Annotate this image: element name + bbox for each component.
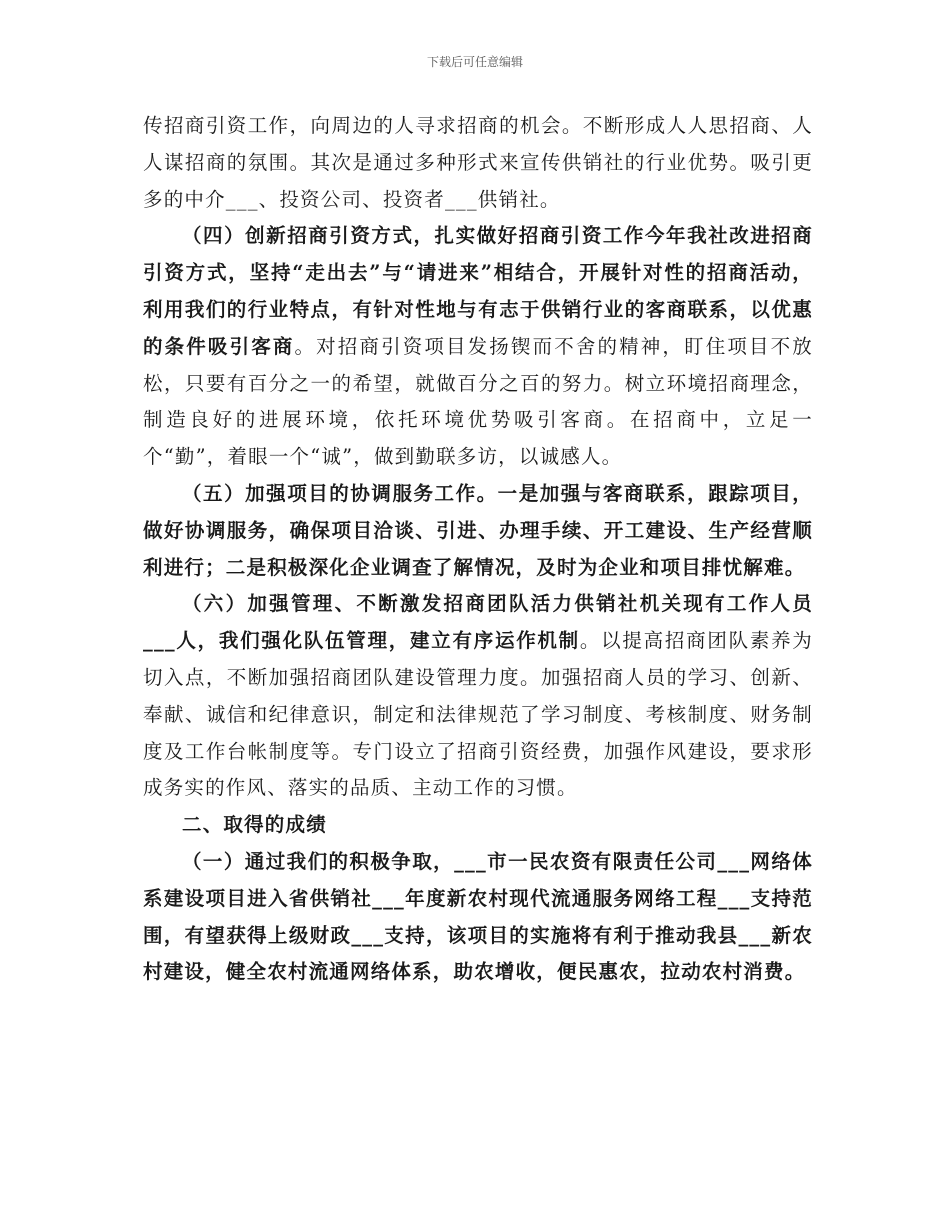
paragraph-5: （一）通过我们的积极争取，___市一民农资有限责任公司___网络体系建设项目进入省供销社___年度新农村现代流通服务网络工程___支持范围，有望获得上级财政___支持，该项目的实施将有利于推动我县___新农村建设，健全农村流通网络体系，助农增收，便民惠农，拉动农村消费。 — [143, 849, 813, 984]
paragraph-4: （六）加强管理、不断激发招商团队活力供销社机关现有工作人员___人，我们强化队伍管理，建立有序运作机制。以提高招商团队素养为切入点，不断加强招商团队建设管理力度。加强招商人员的学习、创新、奉献、诚信和纪律意识，制定和法律规范了学习制度、考核制度、财务制度及工作台帐制度等。专门设立了招商引资经费，加强作风建设，要求形成务实的作风、落实的品质、主动工作的习惯。 — [143, 592, 814, 800]
section-heading: 二、取得的成绩 — [182, 813, 327, 837]
paragraph-1: 传招商引资工作，向周边的人寻求招商的机会。不断形成人人思招商、人人谋招商的氛围。其次是通过多种形式来宣传供销社的行业优势。吸引更多的中介___、投资公司、投资者___供销社。 — [143, 114, 813, 211]
paragraph-2: （四）创新招商引资方式，扎实做好招商引资工作今年我社改进招商引资方式，坚持“走出去”与“请进来”相结合，开展针对性的招商活动，利用我们的行业特点，有针对性地与有志于供销行业的客商联系，以优惠的条件吸引客商。对招商引资项目发扬锲而不舍的精神，盯住项目不放松，只要有百分之一的希望，就做百分之百的努力。树立环境招商理念，制造良好的进展环境，依托环境优势吸引客商。在招商中，立足一个“勤”，着眼一个“诚”，做到勤联多访，以诚感人。 — [143, 224, 813, 469]
document-body — [143, 108, 813, 991]
page-header: 下载后可任意编辑 — [426, 55, 523, 69]
paragraph-3: （五）加强项目的协调服务工作。一是加强与客商联系，跟踪项目，做好协调服务，确保项目洽谈、引进、办理手续、开工建设、生产经营顺利进行；二是积极深化企业调查了解情况，及时为企业和项目排忧解难。 — [143, 481, 813, 579]
